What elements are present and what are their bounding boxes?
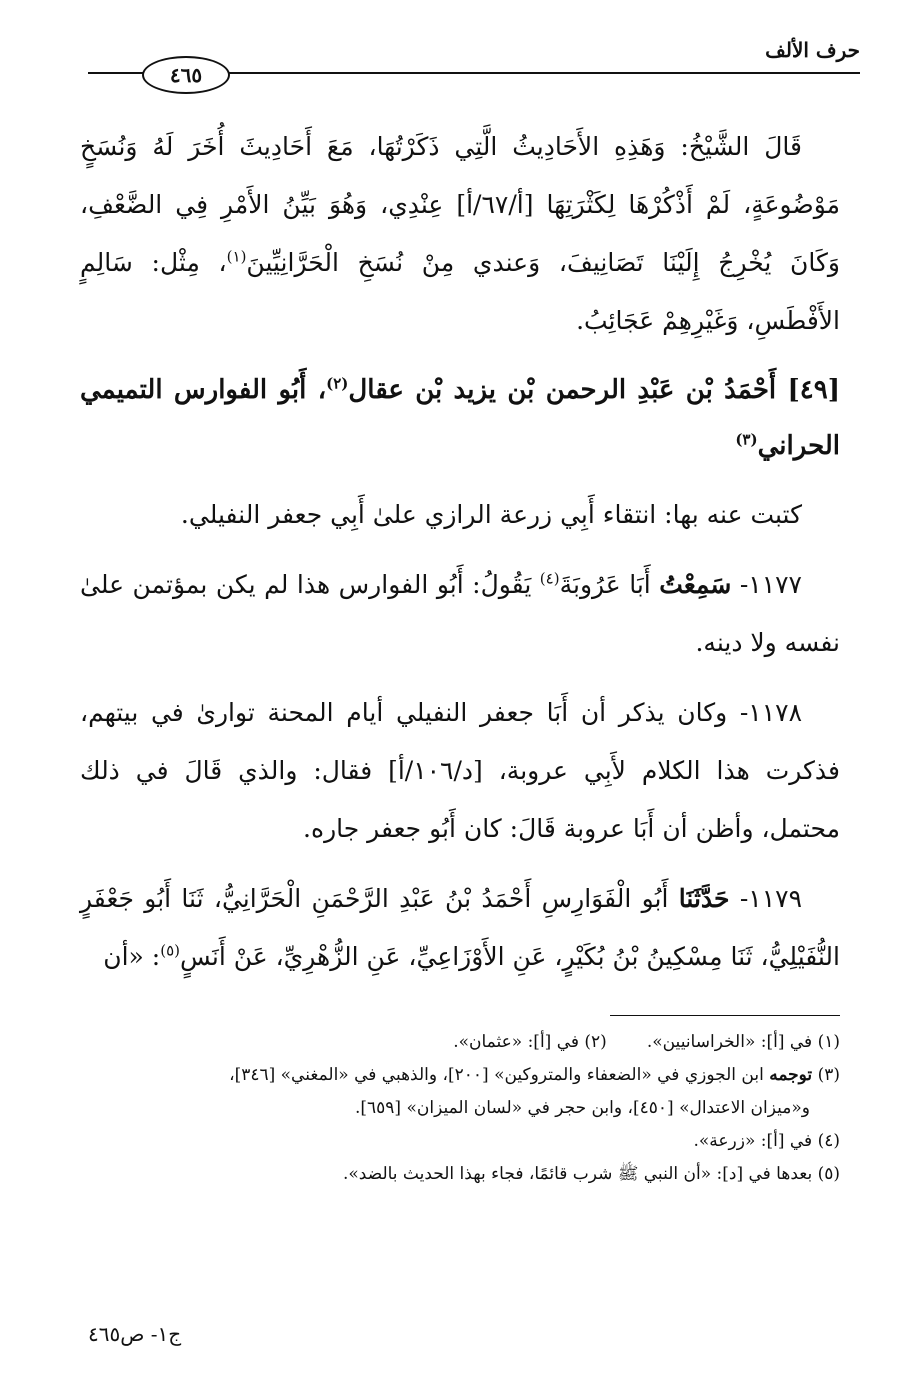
footnote-1: (١) في [أ]: «الخراسانيين». xyxy=(646,1032,840,1052)
footnote-3-continued: و«ميزان الاعتدال» [٤٥٠]، وابن حجر في «لسان الميزان» [٦٥٩]. xyxy=(354,1098,810,1118)
running-header-title: حرف الألف xyxy=(765,38,860,62)
footnote-ref-5: (٥) xyxy=(160,941,180,960)
main-text xyxy=(80,118,840,986)
footnote-ref-4: (٤) xyxy=(539,569,560,588)
page-number-badge: ٤٦٥ xyxy=(142,56,230,94)
paragraph-written-from: كتبت عنه بها: انتقاء أَبِي زرعة الرازي علىٰ أَبِي جعفر النفيلي. xyxy=(180,500,802,529)
footnotes xyxy=(80,1026,840,1191)
page-reference-footer: ج١- ص٤٦٥ xyxy=(88,1322,182,1346)
footnote-rule xyxy=(610,1015,840,1016)
paragraph-sheikh-statement: قَالَ الشَّيْخُ: وَهَذِهِ الأَحَادِيثُ الَّتِي ذَكَرْتُهَا، مَعَ أَحَادِيثَ أُخَرَ لَهُ وَنُسَخٍ مَوْضُوعَةٍ، لَمْ أَذْكُرْهَا لِكَثْرَتِهَا [أ/٦٧/أ] عِنْدِي، وَهُوَ بَيِّنُ الأَمْرِ فِي الضَّعْفِ، وَكَانَ يُخْرِجُ إِلَيْنَا تَصَانِيفَ، وَعندي مِنْ نُسَخِ الْحَرَّانِيِّينَ$^{(١)}$، مِثْل: سَالِمٍ الأَفْطَسِ، وَغَيْرِهِمْ عَجَائِبُ. xyxy=(80,132,841,335)
hadith-1179: ١١٧٩- حَدَّثَنَا أَبُو الْفَوَارِسِ أَحْمَدُ بْنُ عَبْدِ الرَّحْمَنِ الْحَرَّانِيُّ، ثَنَا أَبُو جَعْفَرٍ النُّفَيْلِيُّ، ثَنَا مِسْكِينُ بْنُ بُكَيْرٍ، عَنِ الأَوْزَاعِيِّ، عَنِ الزُّهْرِيِّ، عَنْ أَنَسٍ$^{(٥)}$: «أن xyxy=(80,884,840,971)
footnote-ref-3: (٣) xyxy=(735,430,758,449)
footnote-4: (٤) في [أ]: «زرعة». xyxy=(693,1131,840,1151)
hadith-1177: ١١٧٧- سَمِعْتُ أَبَا عَرُوبَةَ$^{(٤)}$ يَقُولُ: أَبُو الفوارس هذا لم يكن بمؤتمن علىٰ نفسه ولا دينه. xyxy=(80,569,840,657)
footnote-row-1-2 xyxy=(80,1026,840,1059)
entry-heading: [٤٩] أَحْمَدُ بْن عَبْدِ الرحمن بْن يزيد بْن عقال$^{(٢)}$، أَبُو الفوارس التميمي الحراني$^{(٣)}$ xyxy=(80,374,840,461)
footnote-5: (٥) بعدها في [د]: «أن النبي ﷺ شرب قائمًا، فجاء بهذا الحديث بالضد». xyxy=(342,1164,840,1184)
footnote-ref-1: (١) xyxy=(226,247,247,266)
footnote-2: (٢) في [أ]: «عثمان». xyxy=(453,1032,607,1052)
footnote-ref-2: (٢) xyxy=(326,374,349,393)
footnote-3: (٣) توجمه ابن الجوزي في «الضعفاء والمتروكين» [٢٠٠]، والذهبي في «المغني» [٣٤٦]، xyxy=(229,1065,840,1085)
hadith-1178: ١١٧٨- وكان يذكر أن أَبَا جعفر النفيلي أيام المحنة توارىٰ في بيتهم، فذكرت هذا الكلام لأَبِي عروبة، [د/١٠٦/أ] فقال: والذي قَالَ في ذلك محتمل، وأظن أن أَبَا عروبة قَالَ: كان أَبُو جعفر جاره. xyxy=(80,698,840,843)
